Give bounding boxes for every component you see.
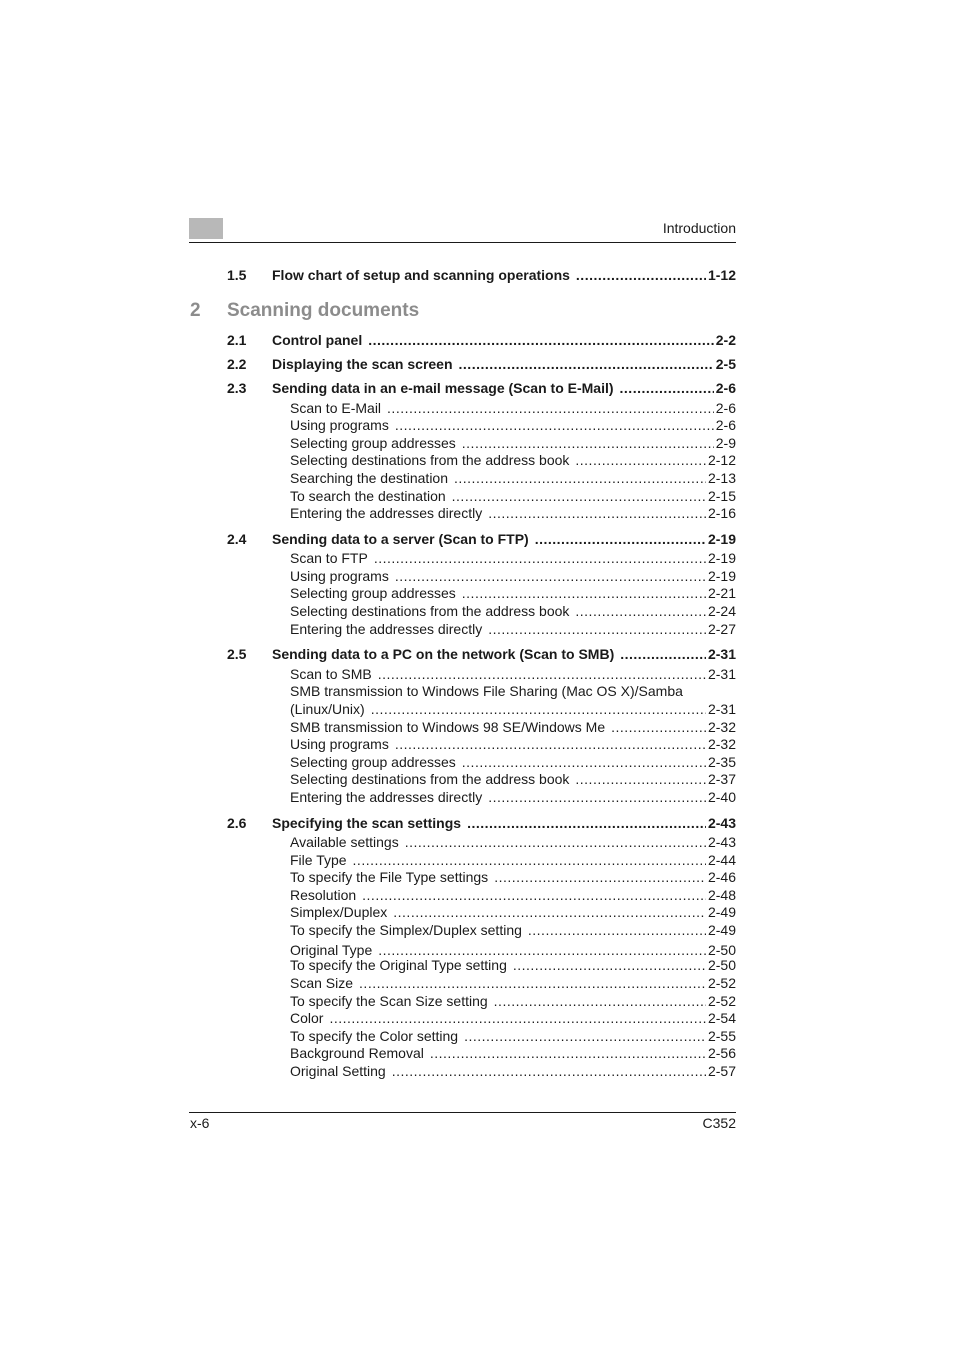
- toc-subentry[interactable]: [227, 886, 736, 904]
- chapter-title: Scanning documents: [227, 300, 420, 321]
- toc-entry-title: Resolution: [290, 887, 357, 903]
- toc-page-number: 2-19: [707, 550, 736, 566]
- dot-leader: [535, 530, 706, 548]
- toc-entry-title: Original Type: [290, 942, 373, 958]
- dot-leader: [494, 992, 706, 1010]
- toc-page-number: 2-43: [707, 815, 736, 831]
- dot-leader: [620, 379, 714, 397]
- toc-entry-title: Specifying the scan settings: [272, 815, 462, 831]
- dot-leader: [488, 620, 706, 638]
- toc-page-number: 2-13: [707, 470, 736, 486]
- toc-page-number: 2-48: [707, 887, 736, 903]
- dot-leader: [353, 851, 706, 869]
- toc-subentry[interactable]: [227, 504, 736, 522]
- toc-page-number: 2-16: [707, 505, 736, 521]
- toc-subentry[interactable]: [227, 549, 736, 567]
- toc-subentry[interactable]: [227, 868, 736, 886]
- dot-leader: [513, 956, 706, 974]
- dot-leader: [611, 718, 706, 736]
- dot-leader: [395, 416, 714, 434]
- dot-leader: [488, 788, 706, 806]
- toc-page-number: 2-5: [715, 356, 736, 372]
- dot-leader: [488, 504, 706, 522]
- toc-subentry[interactable]: [227, 770, 736, 788]
- dot-leader: [576, 266, 706, 284]
- toc-subentry[interactable]: [227, 399, 736, 417]
- toc-subentry[interactable]: [227, 416, 736, 434]
- toc-page-number: 2-31: [707, 701, 736, 717]
- dot-leader: [378, 665, 706, 683]
- dot-leader: [371, 700, 706, 718]
- toc-page-number: 2-12: [707, 452, 736, 468]
- toc-page-number: 2-49: [707, 904, 736, 920]
- toc-page-number: 2-27: [707, 621, 736, 637]
- toc-section-number: 2.6: [227, 815, 247, 831]
- toc-section-entry[interactable]: [227, 645, 736, 663]
- dot-leader: [395, 567, 706, 585]
- dot-leader: [462, 434, 714, 452]
- toc-entry-title: Control panel: [272, 332, 363, 348]
- dot-leader: [452, 487, 706, 505]
- model-name: C352: [702, 1115, 736, 1131]
- toc-entry-title: Scan to FTP: [290, 550, 368, 566]
- toc-page-number: 2-50: [707, 957, 736, 973]
- toc-section-entry[interactable]: [227, 355, 736, 373]
- toc-entry-title: Scan Size: [290, 975, 354, 991]
- dot-leader: [374, 549, 706, 567]
- dot-leader: [575, 770, 706, 788]
- toc-entry-title: Scan to SMB: [290, 666, 372, 682]
- toc-section-number: 2.2: [227, 356, 247, 372]
- toc-section-number: 1.5: [227, 267, 247, 283]
- toc-subentry[interactable]: [227, 788, 736, 806]
- toc-subentry[interactable]: [227, 956, 736, 974]
- toc-entry-title: Selecting destinations from the address book: [290, 771, 570, 787]
- header-tab-marker: [189, 218, 223, 239]
- toc-subentry[interactable]: [227, 567, 736, 585]
- toc-page-number: 2-19: [707, 568, 736, 584]
- toc-entry-title: Entering the addresses directly: [290, 505, 483, 521]
- toc-page-number: 2-35: [707, 754, 736, 770]
- dot-leader: [395, 735, 706, 753]
- toc-subentry[interactable]: [227, 753, 736, 771]
- toc-section-entry[interactable]: [227, 379, 736, 397]
- toc-section-entry[interactable]: [227, 814, 736, 832]
- toc-section-number: 2.5: [227, 646, 247, 662]
- toc-entry-title: Sending data in an e-mail message (Scan to E-Mail): [272, 380, 614, 396]
- toc-page-number: 2-55: [707, 1028, 736, 1044]
- toc-entry-title: Selecting destinations from the address book: [290, 452, 570, 468]
- toc-entry-title: Scan to E-Mail: [290, 400, 382, 416]
- toc-subentry[interactable]: [227, 451, 736, 469]
- dot-leader: [362, 886, 706, 904]
- dot-leader: [329, 1009, 706, 1027]
- toc-page-number: 2-15: [707, 488, 736, 504]
- toc-subentry[interactable]: [227, 903, 736, 921]
- dot-leader: [393, 903, 706, 921]
- dot-leader: [462, 753, 706, 771]
- toc-subentry[interactable]: [227, 833, 736, 851]
- toc-page-number: 2-54: [707, 1010, 736, 1026]
- toc-subentry[interactable]: [227, 602, 736, 620]
- dot-leader: [459, 355, 714, 373]
- running-header-title: Introduction: [662, 220, 736, 236]
- toc-page-number: 2-19: [707, 531, 736, 547]
- toc-subentry[interactable]: [227, 469, 736, 487]
- toc-entry-title: Selecting group addresses: [290, 585, 456, 601]
- toc-section-number: 2.3: [227, 380, 247, 396]
- toc-page-number: 2-32: [707, 736, 736, 752]
- toc-entry-title: To specify the Simplex/Duplex setting: [290, 922, 522, 938]
- toc-entry-title: Background Removal: [290, 1045, 424, 1061]
- dot-leader: [620, 645, 706, 663]
- dot-leader: [528, 921, 706, 939]
- page-number: x-6: [190, 1115, 210, 1131]
- chapter-heading: [190, 300, 419, 322]
- toc-subentry[interactable]: [227, 620, 736, 638]
- toc-entry-title: Entering the addresses directly: [290, 789, 483, 805]
- toc-subentry[interactable]: [227, 700, 736, 718]
- dot-leader: [494, 868, 706, 886]
- chapter-number: 2: [190, 300, 201, 321]
- toc-subentry[interactable]: [227, 1009, 736, 1027]
- toc-entry-title: Using programs: [290, 568, 389, 584]
- toc-page-number: 2-32: [707, 719, 736, 735]
- toc-entry-title: SMB transmission to Windows 98 SE/Windows Me: [290, 719, 606, 735]
- toc-page-number: 2-6: [715, 400, 736, 416]
- toc-page-number: 2-31: [707, 666, 736, 682]
- toc-entry-title: File Type: [290, 852, 347, 868]
- dot-leader: [454, 469, 706, 487]
- toc-entry-title: (Linux/Unix): [290, 701, 365, 717]
- toc-entry-title: Original Setting: [290, 1063, 386, 1079]
- toc-page-number: 2-24: [707, 603, 736, 619]
- toc-page-number: 2-21: [707, 585, 736, 601]
- dot-leader: [575, 451, 706, 469]
- toc-entry-title: Displaying the scan screen: [272, 356, 453, 372]
- dot-leader: [392, 1062, 706, 1080]
- toc-entry-title: To specify the Original Type setting: [290, 957, 507, 973]
- toc-entry-title: Selecting group addresses: [290, 754, 456, 770]
- dot-leader: [387, 399, 714, 417]
- toc-page-number: 2-6: [715, 380, 736, 396]
- toc-entry-title: Using programs: [290, 736, 389, 752]
- dot-leader: [464, 1027, 706, 1045]
- toc-subentry[interactable]: [227, 974, 736, 992]
- toc-subentry[interactable]: [227, 487, 736, 505]
- toc-subentry[interactable]: [227, 992, 736, 1010]
- toc-entry-title: Flow chart of setup and scanning operations: [272, 267, 570, 283]
- toc-entry-title: To specify the File Type settings: [290, 869, 489, 885]
- toc-entry-title: Searching the destination: [290, 470, 448, 486]
- toc-page-number: 2-52: [707, 993, 736, 1009]
- toc-subentry[interactable]: [227, 682, 736, 700]
- toc-page-number: 2-2: [715, 332, 736, 348]
- toc-page-number: 2-46: [707, 869, 736, 885]
- toc-subentry[interactable]: [227, 851, 736, 869]
- toc-entry-title: Available settings: [290, 834, 399, 850]
- toc-entry-title: To specify the Scan Size setting: [290, 993, 488, 1009]
- toc-entry-title: Selecting group addresses: [290, 435, 456, 451]
- toc-section-number: 2.1: [227, 332, 247, 348]
- toc-page-number: 2-49: [707, 922, 736, 938]
- toc-entry-title: Sending data to a server (Scan to FTP): [272, 531, 529, 547]
- toc-entry-title: Color: [290, 1010, 324, 1026]
- dot-leader: [575, 602, 706, 620]
- footer-rule: [189, 1112, 736, 1113]
- dot-leader: [405, 833, 706, 851]
- toc-entry-title: To search the destination: [290, 488, 446, 504]
- toc-subentry[interactable]: [227, 718, 736, 736]
- toc-page-number: 2-56: [707, 1045, 736, 1061]
- toc-subentry[interactable]: [227, 1062, 736, 1080]
- toc-subentry[interactable]: [227, 1044, 736, 1062]
- toc-entry-title: Entering the addresses directly: [290, 621, 483, 637]
- header-rule: [189, 242, 736, 243]
- toc-page-number: 2-50: [707, 942, 736, 958]
- toc-section-entry[interactable]: [227, 530, 736, 548]
- toc-page-number: 2-37: [707, 771, 736, 787]
- toc-page-number: 2-44: [707, 852, 736, 868]
- toc-page-number: 2-52: [707, 975, 736, 991]
- toc-page-number: 2-40: [707, 789, 736, 805]
- toc-page-number: 2-9: [715, 435, 736, 451]
- dot-leader: [462, 584, 706, 602]
- toc-entry-title: Selecting destinations from the address book: [290, 603, 570, 619]
- toc-subentry[interactable]: [227, 1027, 736, 1045]
- toc-section-entry[interactable]: [227, 331, 736, 349]
- toc-section-number: 2.4: [227, 531, 247, 547]
- toc-page-number: 1-12: [707, 267, 736, 283]
- toc-entry-title: Using programs: [290, 417, 389, 433]
- toc-entry-title: To specify the Color setting: [290, 1028, 459, 1044]
- dot-leader: [430, 1044, 706, 1062]
- toc-subentry[interactable]: [227, 584, 736, 602]
- toc-entry-title: SMB transmission to Windows File Sharing (Mac OS X)/Samba: [290, 683, 683, 699]
- toc-section-entry[interactable]: [227, 266, 736, 284]
- toc-entry-title: Simplex/Duplex: [290, 904, 388, 920]
- toc-subentry[interactable]: [227, 434, 736, 452]
- dot-leader: [467, 814, 706, 832]
- toc-subentry[interactable]: [227, 735, 736, 753]
- dot-leader: [359, 974, 706, 992]
- toc-subentry[interactable]: [227, 665, 736, 683]
- dot-leader: [368, 331, 714, 349]
- toc-page-number: 2-31: [707, 646, 736, 662]
- toc-page-number: 2-6: [715, 417, 736, 433]
- toc-entry-title: Sending data to a PC on the network (Scan to SMB): [272, 646, 615, 662]
- toc-page-number: 2-43: [707, 834, 736, 850]
- toc-subentry[interactable]: [227, 921, 736, 939]
- toc-page-number: 2-57: [707, 1063, 736, 1079]
